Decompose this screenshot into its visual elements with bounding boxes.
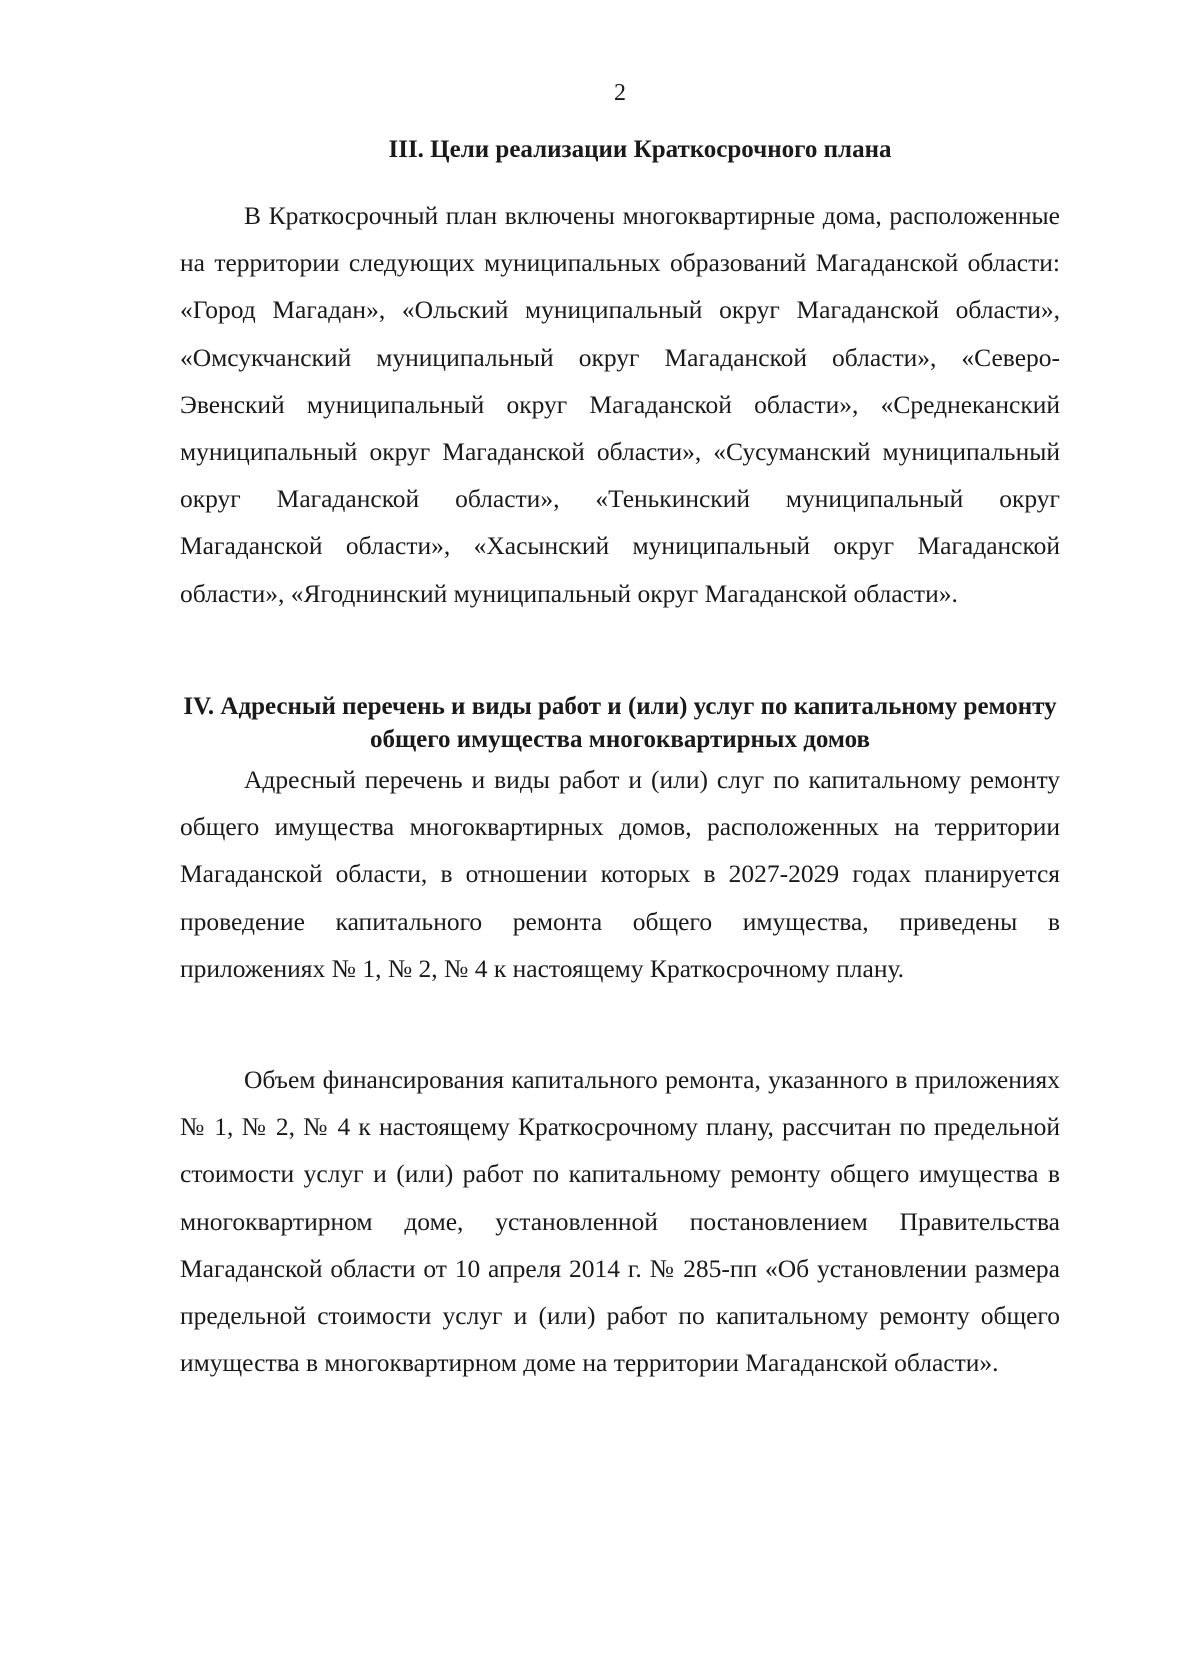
section-3-title: III. Цели реализации Краткосрочного плана	[388, 136, 892, 163]
section-4-paragraph-2: Объем финансирования капитального ремонта, указанного в приложениях № 1, № 2, № 4 к настоящему Краткосрочному плану, рассчитан по предельной стоимости услуг и (или) работ по капитальному ремонту общего имущества в многоквартирном доме, установленной постановлением Правительства Магаданской области от 10 апреля 2014 г. № 285-пп «Об установлении размера предельной стоимости услуг и (или) работ по капитальному ремонту общего имущества в многоквартирном доме на территории Магаданской области».	[180, 1065, 1060, 1378]
page-number: 2	[614, 80, 626, 106]
section-4-title: IV. Адресный перечень и виды работ и (или) услуг по капитальному ремонту общего имущества многоквартирных домов	[183, 693, 1057, 753]
section-3-paragraph: В Краткосрочный план включены многоквартирные дома, расположенные на территории следующих муниципальных образований Магаданской области: «Город Магадан», «Ольский муниципальный округ Магаданской области», «Омсукчанский муниципальный округ Магаданской области», «Северо-Эвенский муниципальный округ Магаданской области», «Среднеканский муниципальный округ Магаданской области», «Сусуманский муниципальный округ Магаданской области», «Тенькинский муниципальный округ Магаданской области», «Хасынский муниципальный округ Магаданской области», «Ягоднинский муниципальный округ Магаданской области».	[180, 201, 1060, 608]
section-4-paragraph-1: Адресный перечень и виды работ и (или) слуг по капитальному ремонту общего имущества многоквартирных домов, расположенных на территории Магаданской области, в отношении которых в 2027-2029 годах планируется проведение капитального ремонта общего имущества, приведены в приложениях № 1, № 2, № 4 к настоящему Краткосрочному плану.	[180, 765, 1060, 983]
